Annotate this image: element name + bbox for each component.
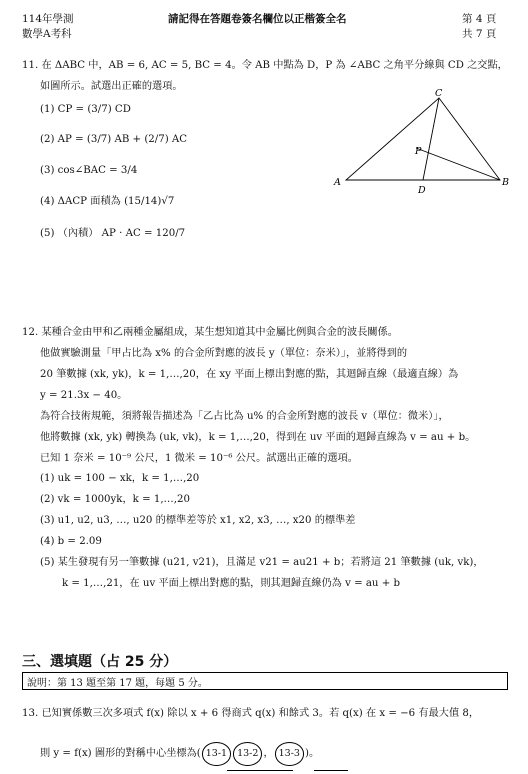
exam-year: 114年學測 <box>22 13 74 25</box>
q11-stem-line2: 如圖所示。試選出正確的選項。 <box>40 81 183 92</box>
q12-line1: 12. 某種合金由甲和乙兩種金屬組成，某生想知道其中金屬比例與合金的波長關係。 <box>22 327 398 338</box>
triangle-figure <box>330 86 510 198</box>
q12-line3: 20 筆數據 (xk, yk)，k = 1,…,20，在 xy 平面上標出對應的點，其迴歸直線（最適直線）為 <box>40 369 459 380</box>
answer-underline-2 <box>314 770 348 771</box>
page-number: 第 4 頁 <box>462 13 497 25</box>
label-b: B <box>502 177 509 188</box>
q12-line6: 他將數據 (xk, yk) 轉換為 (uk, vk)，k = 1,…,20，得到在 uv 平面的迴歸直線為 v = au + b。 <box>40 432 476 443</box>
label-c: C <box>435 88 443 99</box>
angle-bisector-b <box>416 148 500 180</box>
q12-option-5: (5) 某生發現有另一筆數據 (u21, v21)，且滿足 v21 = au21 + b；若將這 21 筆數據 (uk, vk)， <box>40 557 484 568</box>
q11-option-5: (5) （內積） AP · AC = 120/7 <box>40 228 186 239</box>
q12-line4: y = 21.3x − 40。 <box>40 390 128 401</box>
q11-option-2: (2) AP = (3/7) AB + (2/7) AC <box>40 134 188 145</box>
q11-option-4: (4) ΔACP 面積為 (15/14)√7 <box>40 196 175 207</box>
section-note: 說明：第 13 題至第 17 題，每題 5 分。 <box>27 678 208 689</box>
q11-option-3: (3) cos∠BAC = 3/4 <box>40 165 138 176</box>
q13-text-before: 則 y = f(x) 圖形的對稱中心坐標為( <box>40 748 201 759</box>
answer-blank-13-3[interactable]: 13-3 <box>275 742 304 766</box>
section-title: 三、選填題（占 25 分） <box>22 654 178 670</box>
q13-text-after: )。 <box>304 748 320 759</box>
q13-stem-line1: 13. 已知實係數三次多項式 f(x) 除以 x + 6 得商式 q(x) 和餘式 3。若 q(x) 在 x = −6 有最大值 8， <box>22 708 480 719</box>
q12-line2: 他做實驗測量「甲占比為 x% 的合金所對應的波長 y（單位：奈米）」，並將得到的 <box>40 348 408 359</box>
q12-option-4: (4) b = 2.09 <box>40 536 102 547</box>
subject: 數學A考科 <box>22 28 72 40</box>
answer-underline-1 <box>227 770 293 771</box>
q11-option-1: (1) CP = (3/7) CD <box>40 104 131 115</box>
q12-line5: 為符合技術規範，須將報告描述為「乙占比為 u% 的合金所對應的波長 v（單位：微米）」， <box>40 411 449 422</box>
label-a: A <box>334 177 341 188</box>
triangle-abc <box>346 98 500 180</box>
q12-option-3: (3) u1, u2, u3, …, u20 的標準差等於 x1, x2, x3, …, x20 的標準差 <box>40 515 356 526</box>
answer-blank-13-1[interactable]: 13-1 <box>202 742 231 766</box>
q12-option-1: (1) uk = 100 − xk，k = 1,…,20 <box>40 473 200 484</box>
label-d: D <box>418 185 426 196</box>
signature-notice: 請記得在答題卷簽名欄位以正楷簽全名 <box>168 13 347 25</box>
q12-line7: 已知 1 奈米 = 10⁻⁹ 公尺，1 微米 = 10⁻⁶ 公尺。試選出正確的選項。 <box>40 453 358 464</box>
section-note-box <box>22 672 508 690</box>
q12-option-2: (2) vk = 1000yk，k = 1,…,20 <box>40 494 190 505</box>
answer-blank-13-2[interactable]: 13-2 <box>233 742 262 766</box>
page-total: 共 7 頁 <box>462 28 497 40</box>
q13-comma: ， <box>263 748 274 759</box>
q11-stem-line1: 11. 在 ΔABC 中，AB = 6, AC = 5, BC = 4。令 AB 中點為 D，P 為 ∠ABC 之角平分線與 CD 之交點， <box>22 60 508 71</box>
q12-option-5-cont: k = 1,…,21，在 uv 平面上標出對應的點，則其迴歸直線仍為 v = au + b <box>62 578 401 589</box>
q13-stem-line2 <box>40 742 319 766</box>
label-p: P <box>415 146 422 157</box>
